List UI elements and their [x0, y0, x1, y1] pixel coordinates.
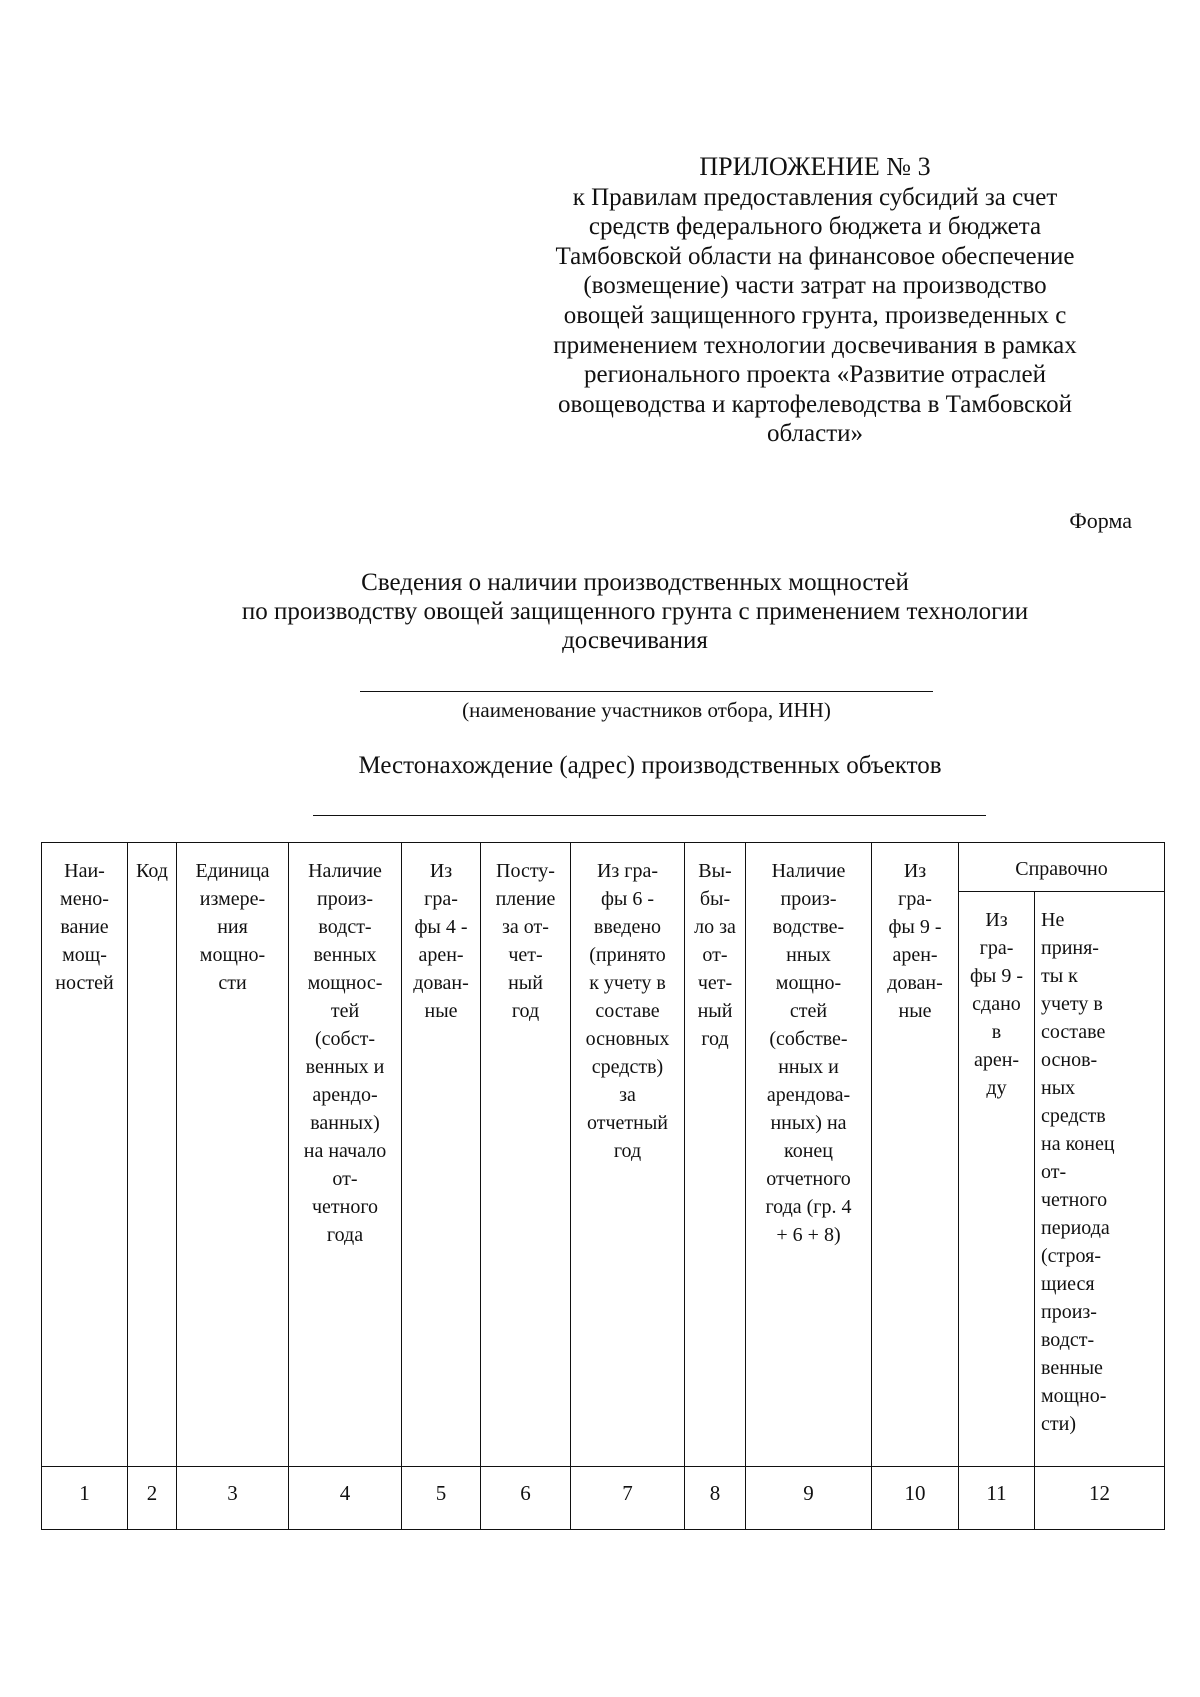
heading-line: Сведения о наличии производственных мощностей	[361, 569, 909, 596]
column-number: 1	[42, 1467, 128, 1530]
participant-caption: (наименование участников отбора, ИНН)	[462, 698, 831, 722]
annex-line: к Правилам предоставления субсидий за счет	[572, 183, 1058, 211]
column-number: 6	[481, 1467, 571, 1530]
column-number: 5	[402, 1467, 481, 1530]
column-number: 2	[128, 1467, 177, 1530]
annex-line: регионального проекта «Развитие отраслей	[584, 361, 1046, 389]
annex-line: области»	[766, 420, 864, 448]
location-label: Местонахождение (адрес) производственных объектов	[358, 752, 942, 779]
column-number: 11	[959, 1467, 1035, 1530]
annex-line: овощеводства и картофелеводства в Тамбовской	[558, 390, 1072, 418]
header-cell: Вы- бы- ло за от- чет- ный год	[685, 843, 746, 1467]
header-cell: Из гра- фы 6 - введено (принято к учету в составе основных средств) за отчетный год	[571, 843, 685, 1467]
annex-line: овощей защищенного грунта, произведенных с	[563, 301, 1067, 329]
form-label: Форма	[1069, 508, 1132, 533]
column-number: 8	[685, 1467, 746, 1530]
column-number: 7	[571, 1467, 685, 1530]
header-cell: Посту- пление за от- чет- ный год	[481, 843, 571, 1467]
header-cell: Из гра- фы 4 - арен- дован- ные	[402, 843, 481, 1467]
column-number: 9	[746, 1467, 872, 1530]
annex-line: средств федерального бюджета и бюджета	[588, 213, 1042, 241]
document-heading	[150, 568, 1120, 655]
location-blank-line	[313, 815, 986, 816]
sub-header-cell: Из гра- фы 9 - сдано в арен- ду	[959, 892, 1035, 1467]
header-cell: Наличие произ- водстве- нных мощно- стей (собстве- нных и арендова- нных) на конец отчетного года (гр. 4 + 6 + 8)	[746, 843, 872, 1467]
header-cell: Наличие произ- водст- венных мощнос- тей (собст- венных и арендо- ванных) на начало от- четного года	[289, 843, 402, 1467]
header-cell: Единица измере- ния мощно- сти	[177, 843, 289, 1467]
capacity-table	[41, 842, 1165, 1530]
sub-header-cell: Не приня- ты к учету в составе основ- ных средств на конец от- четного периода (строя- щиеся произ- водст- венные мощно- сти)	[1035, 892, 1165, 1467]
heading-line: досвечивания	[562, 627, 708, 654]
column-number: 3	[177, 1467, 289, 1530]
annex-line: (возмещение) части затрат на производство	[583, 272, 1047, 300]
annex-line: применением технологии досвечивания в рамках	[553, 331, 1077, 359]
header-cell: Наи- мено- вание мощ- ностей	[42, 843, 128, 1467]
participant-blank-line	[360, 691, 933, 692]
annex-block	[505, 152, 1125, 449]
heading-line: по производству овощей защищенного грунта с применением технологии	[241, 598, 1029, 625]
annex-line: Тамбовской области на финансовое обеспечение	[555, 242, 1075, 270]
header-cell: Код	[128, 843, 177, 1467]
column-number: 12	[1035, 1467, 1165, 1530]
header-cell: Из гра- фы 9 - арен- дован- ные	[872, 843, 959, 1467]
annex-title: ПРИЛОЖЕНИЕ № 3	[699, 152, 931, 181]
column-number: 4	[289, 1467, 402, 1530]
column-number: 10	[872, 1467, 959, 1530]
group-header-reference: Справочно	[959, 843, 1165, 892]
